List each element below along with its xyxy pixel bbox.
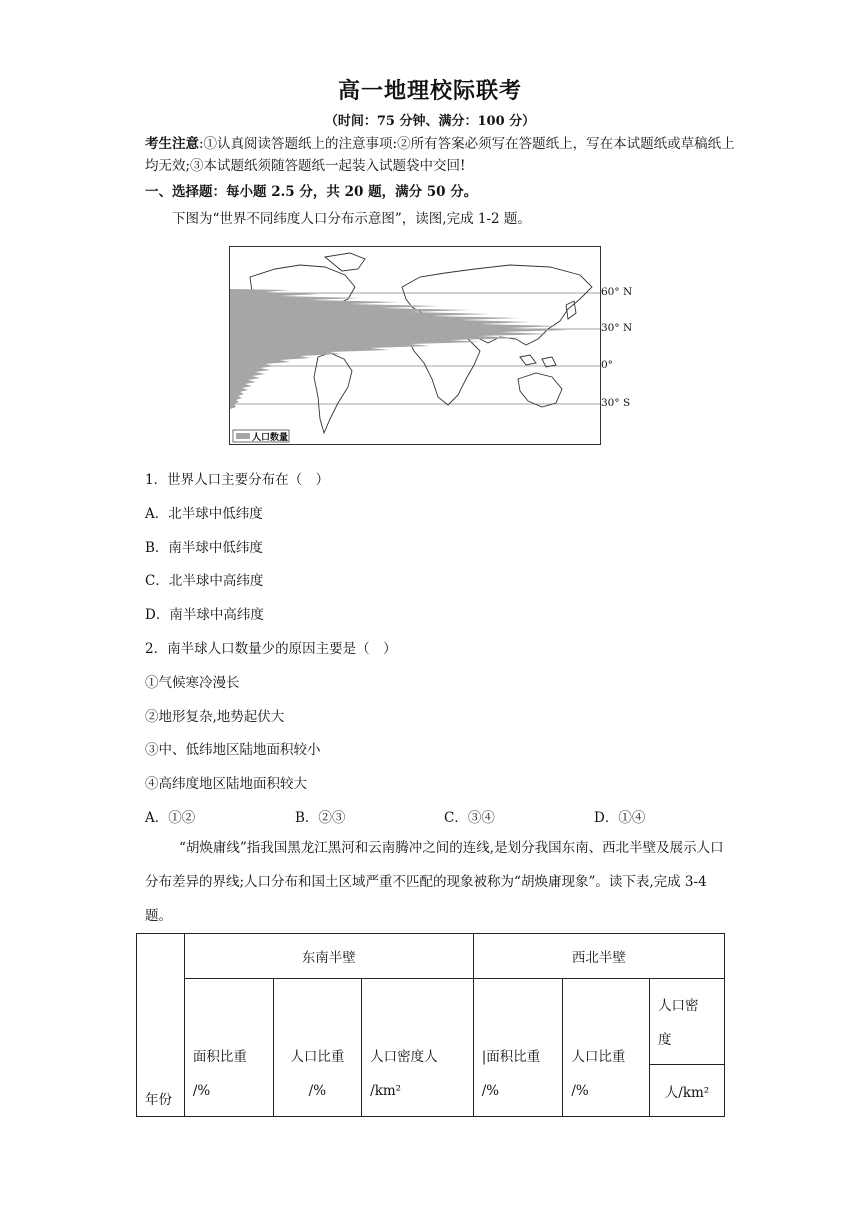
nw-density-label-2: 度 bbox=[658, 1032, 672, 1048]
year-header-cell bbox=[137, 934, 185, 1117]
lat-label-30s: 30° S bbox=[601, 397, 631, 409]
legend-label: 人口数量 bbox=[252, 433, 289, 443]
exam-notice bbox=[145, 133, 735, 177]
exam-info: （时间：75 分钟、满分：100 分） bbox=[324, 114, 536, 129]
se-area-header bbox=[184, 979, 273, 1117]
q2-item-2: ②地形复杂,地势起伏大 bbox=[145, 709, 285, 725]
q2-item-4: ④高纬度地区陆地面积较大 bbox=[145, 776, 307, 792]
population-table bbox=[136, 933, 725, 1117]
se-pop-label: 人口比重 bbox=[290, 1049, 345, 1065]
notice-label: 考生注意 bbox=[145, 136, 199, 152]
q1-option-a[interactable]: A．北半球中低纬度 bbox=[145, 506, 263, 522]
nw-pop-label: 人口比重 bbox=[571, 1049, 626, 1065]
se-pop-header bbox=[273, 979, 362, 1117]
q2-item-3: ③中、低纬地区陆地面积较小 bbox=[145, 742, 321, 758]
q2-stem: 2．南半球人口数量少的原因主要是（ ） bbox=[145, 641, 397, 657]
nw-area-label: |面积比重 bbox=[481, 1049, 541, 1065]
nw-area-header bbox=[473, 979, 563, 1117]
q1-option-c[interactable]: C．北半球中高纬度 bbox=[145, 573, 264, 589]
nw-area-unit: /% bbox=[481, 1083, 500, 1099]
population-profile bbox=[230, 289, 570, 409]
northwest-group-header: 西北半壁 bbox=[473, 934, 724, 979]
q2-option-b[interactable]: B．②③ bbox=[295, 810, 346, 826]
section-title: 一、选择题：每小题 2.5 分，共 20 题，满分 50 分。 bbox=[145, 184, 478, 200]
notice-text: :①认真阅读答题纸上的注意事项:②所有答案必须写在答题纸上，写在本试题纸或草稿纸上均无效;③本试题纸须随答题纸一起装入试题袋中交回! bbox=[145, 136, 735, 174]
q1-option-d[interactable]: D．南半球中高纬度 bbox=[145, 607, 264, 623]
se-density-header bbox=[362, 979, 474, 1117]
nw-density-label: 人口密 bbox=[658, 998, 699, 1014]
nw-pop-unit: /% bbox=[571, 1083, 589, 1099]
lat-label-0: 0° bbox=[601, 359, 613, 371]
nw-pop-header bbox=[563, 979, 650, 1117]
q1-option-b[interactable]: B．南半球中低纬度 bbox=[145, 540, 263, 556]
q1-stem: 1．世界人口主要分布在（ ） bbox=[145, 472, 330, 488]
q2-item-1: ①气候寒冷漫长 bbox=[145, 675, 240, 691]
lat-label-30n: 30° N bbox=[601, 322, 633, 334]
se-density-label: 人口密度人 bbox=[370, 1049, 438, 1065]
q2-option-a[interactable]: A．①② bbox=[145, 810, 196, 826]
nw-density-header bbox=[650, 979, 725, 1065]
q2-option-c[interactable]: C．③④ bbox=[444, 810, 495, 826]
southeast-group-header: 东南半壁 bbox=[184, 934, 473, 979]
q2-option-d[interactable]: D．①④ bbox=[594, 810, 646, 826]
year-header: 年份 bbox=[145, 1092, 172, 1108]
hu-line-passage: “胡焕庸线”指我国黑龙江黑河和云南腾冲之间的连线,是划分我国东南、西北半壁及展示人口分布差异的界线;人口分布和国土区域严重不匹配的现象被称为“胡焕庸现象”。读下表,完成 3-4 题。 bbox=[145, 840, 724, 924]
se-area-label: 面积比重 bbox=[192, 1049, 247, 1065]
lat-label-60n: 60° N bbox=[601, 286, 633, 298]
se-pop-unit: /% bbox=[308, 1083, 327, 1099]
map-svg bbox=[230, 247, 600, 444]
se-area-unit: /% bbox=[192, 1083, 211, 1099]
se-density-unit: /km² bbox=[370, 1083, 402, 1099]
population-latitude-map bbox=[229, 246, 601, 445]
page-title: 高一地理校际联考 bbox=[337, 78, 522, 104]
nw-density-unit: 人/km² bbox=[650, 1065, 725, 1117]
figure-intro: 下图为“世界不同纬度人口分布示意图”，读图,完成 1-2 题。 bbox=[172, 211, 531, 227]
legend-swatch bbox=[236, 433, 250, 439]
